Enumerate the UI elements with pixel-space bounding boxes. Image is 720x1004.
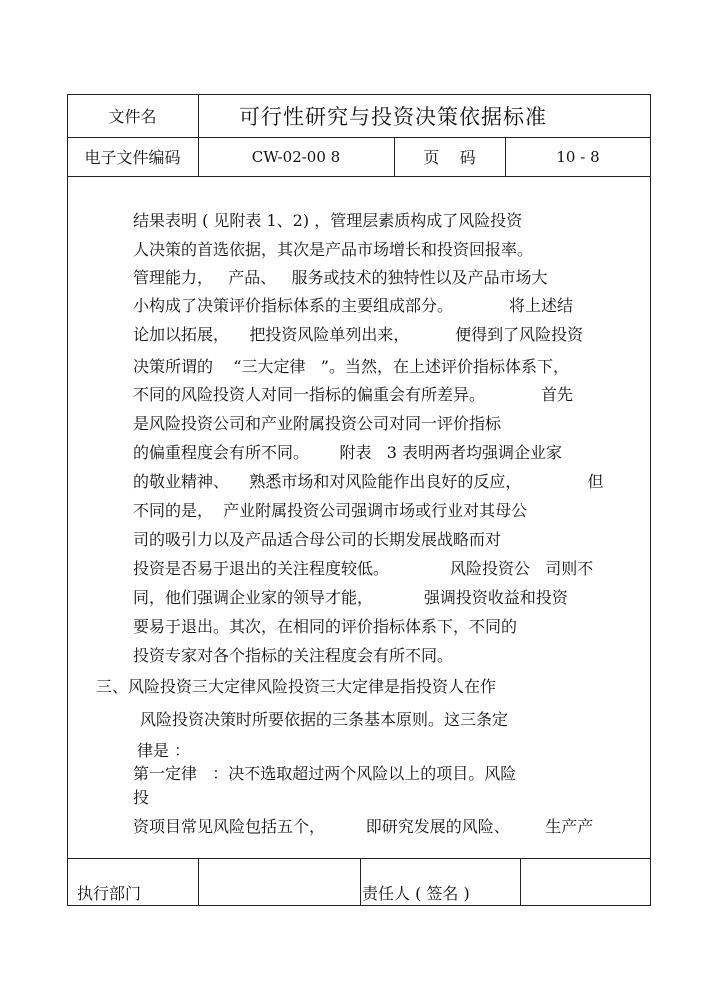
body-line: 不同的是， 产业附属投资公司强调市场或行业对其母公: [133, 501, 528, 520]
body-line: 资项目常见风险包括五个， 即研究发展的风险、 生产产: [133, 817, 594, 836]
header-bottom-divider: [67, 176, 651, 177]
footer-divider-1: [198, 858, 199, 906]
document-title: 可行性研究与投资决策依据标准: [239, 104, 547, 129]
body-line: 第一定律 ：决不选取超过两个风险以上的项目。风险: [133, 764, 517, 783]
body-line: 论加以拓展， 把投资风险单列出来， 便得到了风险投资: [133, 325, 584, 344]
footer-divider-2: [360, 858, 361, 906]
body-line: 的偏重程度会有所不同。 附表 3 表明两者均强调企业家: [133, 443, 563, 462]
body-line: 管理能力， 产品、 服务或技术的独特性以及产品市场大: [133, 268, 548, 287]
body-line: 投资是否易于退出的关注程度较低。 风险投资公 司则不: [133, 559, 594, 578]
body-line: 投资专家对各个指标的关注程度会有所不同。: [133, 646, 454, 665]
code-label: 电子文件编码: [84, 148, 181, 167]
body-line: 要易于退出。其次，在相同的评价指标体系下，不同的: [133, 617, 518, 636]
body-line: 决策所谓的 “三大定律 ”。当然，在上述评价指标体系下，: [133, 357, 569, 376]
dept-label: 执行部门: [77, 884, 142, 903]
footer-top-divider: [67, 858, 651, 859]
body-line: 不同的风险投资人对同一指标的偏重会有所差异。 首先: [133, 385, 573, 404]
page-value: 10 - 8: [556, 147, 600, 166]
body-line: 人决策的首选依据，其次是产品市场增长和投资回报率。: [133, 240, 534, 259]
section-heading: 三、风险投资三大定律风险投资三大定律是指投资人在作: [96, 677, 497, 696]
body-line: 结果表明 ( 见附表 1、2) ，管理层素质构成了风险投资: [133, 211, 523, 230]
body-line: 同，他们强调企业家的领导才能， 强调投资收益和投资: [133, 588, 568, 607]
body-line: 律是 ：: [137, 741, 191, 760]
body-line: 司的吸引力以及产品适合母公司的长期发展战略而对: [133, 530, 502, 549]
page-label: 页 码: [423, 148, 476, 167]
body-line: 是风险投资公司和产业附属投资公司对同一评价指标: [133, 414, 502, 433]
file-name-label: 文件名: [108, 107, 157, 126]
body-line: 投: [133, 788, 150, 807]
body-line: 风险投资决策时所要依据的三条基本原则。这三条定: [140, 710, 509, 729]
body-line: 小构成了决策评价指标体系的主要组成部分。 将上述结: [133, 296, 573, 315]
code-value: CW-02-00 8: [251, 147, 341, 166]
responsible-label: 责任人 ( 签名 ): [362, 884, 470, 903]
footer-divider-3: [520, 858, 521, 906]
body-line: 的敬业精神、 熟悉市场和对风险能作出良好的反应， 但: [133, 472, 604, 491]
